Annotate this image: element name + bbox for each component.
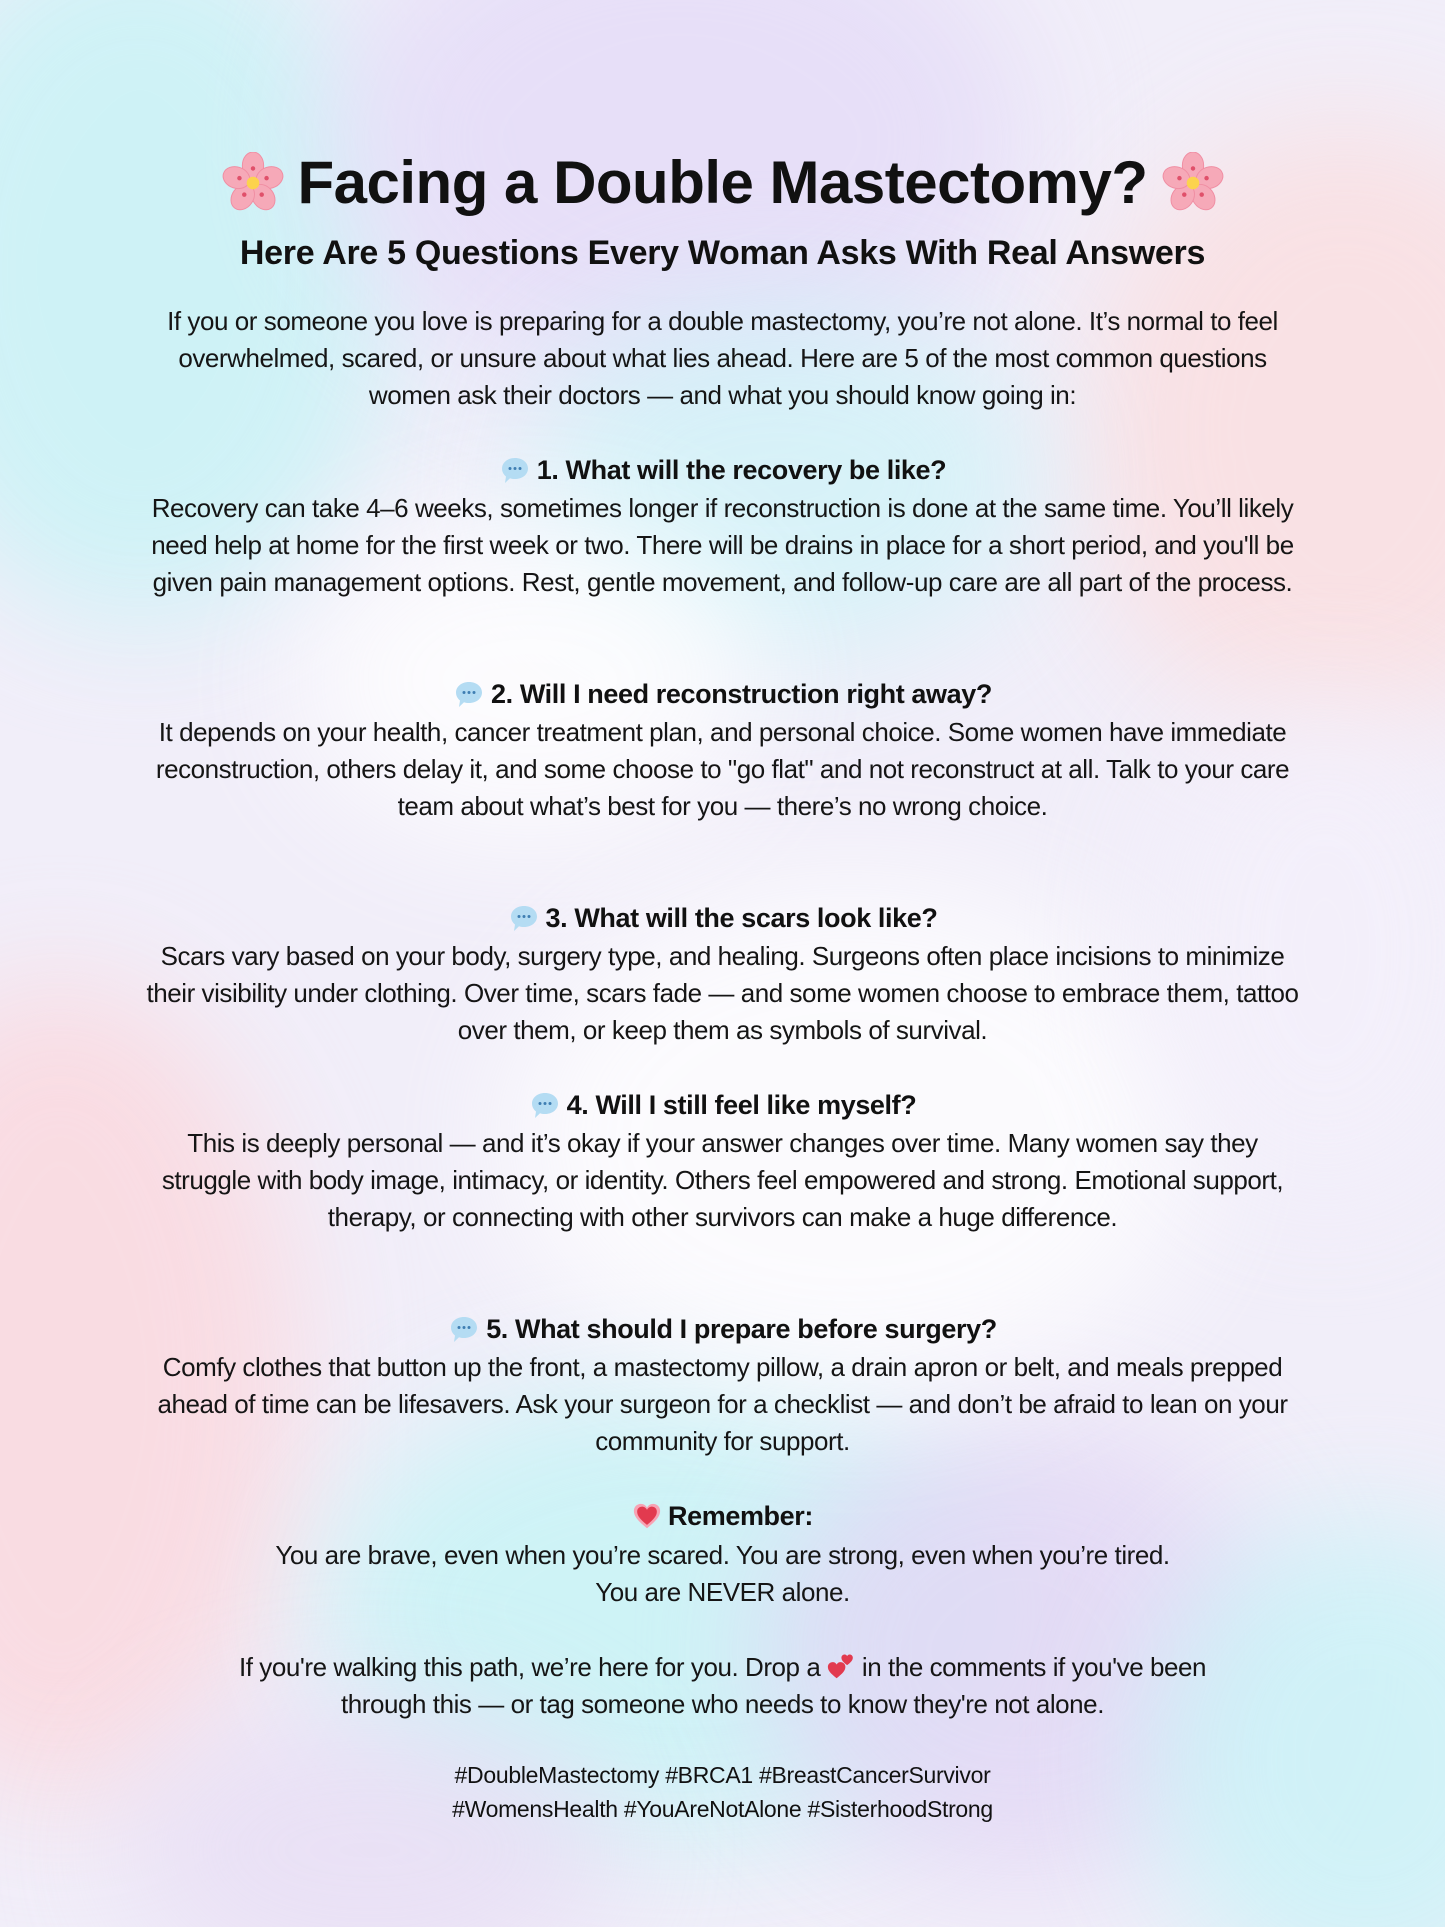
remember-line-1: You are brave, even when you’re scared. You are strong, even when you’re tired. [275, 1540, 1170, 1570]
growing-heart-icon [632, 1501, 662, 1531]
answer-paragraph-1: Recovery can take 4–6 weeks, sometimes longer if reconstruction is done at the same time. You’ll likely need help at home for the first week or two. There will be drains in place for a short period, and you'll be given pain management options. Rest, gentle movement, and follow-up care are all part of the process. [151, 493, 1294, 597]
speech-bubble-icon [453, 678, 485, 710]
speech-bubble-icon [529, 1089, 561, 1121]
speech-bubble-icon [499, 454, 531, 486]
hashtags-line-2: #WomensHealth #YouAreNotAlone #SisterhoodStrong [452, 1796, 993, 1822]
cherry-blossom-icon [1162, 152, 1224, 214]
answer-paragraph-2: It depends on your health, cancer treatment plan, and personal choice. Some women have immediate reconstruction, others delay it, and some choose to "go flat" and not reconstruct at all. Talk to your care team about what’s best for you — there’s no wrong choice. [155, 717, 1290, 821]
cherry-blossom-icon [222, 152, 284, 214]
intro-paragraph: If you or someone you love is preparing for a double mastectomy, you’re not alone. It’s normal to feel overwhelmed, scared, or unsure about what lies ahead. Here are 5 of the most common questions women ask their doctors — and what you should know going in: [167, 306, 1278, 410]
two-hearts-icon [827, 1652, 855, 1680]
remember-line-2: You are NEVER alone. [595, 1577, 850, 1607]
question-heading-4 [0, 1085, 1445, 1125]
page-title [0, 146, 1445, 220]
question-heading-1 [0, 450, 1445, 490]
hashtags-line-1: #DoubleMastectomy #BRCA1 #BreastCancerSurvivor [454, 1762, 991, 1788]
answer-paragraph-3: Scars vary based on your body, surgery type, and healing. Surgeons often place incisions to minimize their visibility under clothing. Over time, scars fade — and some women choose to embrace them, tattoo over them, or keep them as symbols of survival. [146, 941, 1299, 1045]
call-to-action-line-2: through this — or tag someone who needs to know they're not alone. [341, 1689, 1104, 1719]
cta-text-before: If you're walking this path, we’re here for you. Drop a [238, 1652, 821, 1682]
speech-bubble-icon [508, 902, 540, 934]
question-heading-5 [0, 1309, 1445, 1349]
answer-paragraph-4: This is deeply personal — and it’s okay if your answer changes over time. Many women say they struggle with body image, intimacy, or identity. Others feel empowered and strong. Emotional support, therapy, or connecting with other survivors can make a huge difference. [161, 1128, 1284, 1232]
question-heading-3 [0, 898, 1445, 938]
title-text: Facing a Double Mastectomy? [297, 149, 1148, 216]
answer-paragraph-5: Comfy clothes that button up the front, a mastectomy pillow, a drain apron or belt, and meals prepped ahead of time can be lifesavers. Ask your surgeon for a checklist — and don’t be afraid to lean on your community for support. [157, 1352, 1288, 1456]
hashtags [0, 1758, 1445, 1826]
call-to-action-line-1 [140, 1649, 1305, 1686]
question-heading-2 [0, 674, 1445, 714]
question-text: 3. What will the scars look like? [545, 903, 938, 933]
question-text: 5. What should I prepare before surgery? [486, 1314, 997, 1344]
question-text: 4. Will I still feel like myself? [566, 1090, 917, 1120]
subtitle: Here Are 5 Questions Every Woman Asks With Real Answers [239, 234, 1206, 272]
cta-text-after: in the comments if you've been [861, 1652, 1207, 1682]
question-text: 2. Will I need reconstruction right away? [491, 679, 992, 709]
remember-heading [0, 1496, 1445, 1536]
speech-bubble-icon [448, 1313, 480, 1345]
question-text: 1. What will the recovery be like? [536, 455, 947, 485]
remember-text: Remember: [668, 1501, 813, 1531]
